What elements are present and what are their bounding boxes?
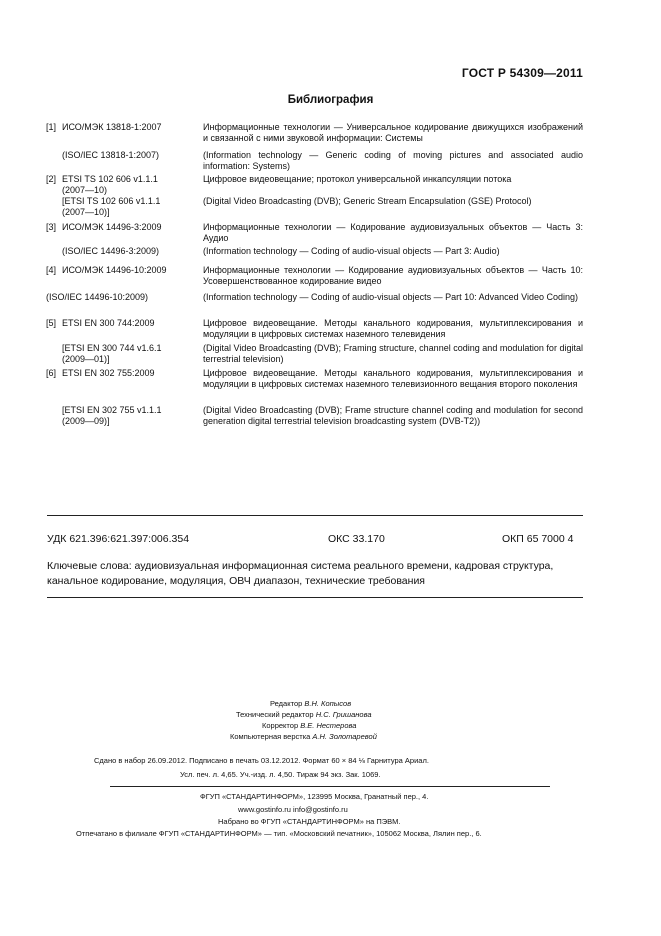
keywords: Ключевые слова: аудиовизуальная информационная система реального времени, кадровая структура, канальное кодирование, модуляция, ОВЧ диапазон, технические требования — [47, 560, 554, 587]
entry-number: [5] — [46, 318, 57, 328]
entry-description: Цифровое видеовещание. Методы канального кодирования, мультиплексирования и модуляции в цифровых системах наземного телевидения — [203, 318, 583, 339]
web-line: www.gostinfo.ru info@gostinfo.ru — [238, 805, 348, 814]
entry-reference: [ETSI EN 302 755 v1.1.1 — [62, 405, 162, 415]
bibliography-title: Библиография — [287, 94, 374, 106]
sheets-info-line: Усл. печ. л. 4,65. Уч.-изд. л. 4,50. Тираж 94 экз. Зак. 1069. — [180, 770, 381, 779]
imprint-divider — [110, 786, 550, 787]
layout-line: Компьютерная верстка А.Н. Золотаревой — [230, 732, 377, 741]
publisher-line: ФГУП «СТАНДАРТИНФОРМ», 123995 Москва, Гранатный пер., 4. — [200, 792, 429, 801]
entry-description: (Digital Video Broadcasting (DVB); Framing structure, channel coding and modulation for digital terrestrial television) — [203, 343, 583, 364]
entry-description: (Information technology — Coding of audio-visual objects — Part 10: Advanced Video Coding) — [203, 292, 579, 302]
entry-reference: (ISO/IEC 13818-1:2007) — [62, 150, 160, 160]
editor-line: Редактор В.Н. Копысов — [270, 699, 352, 708]
entry-description: Информационные технологии — Кодирование аудиовизуальных объектов — Часть 3: Аудио — [203, 222, 583, 243]
entry-reference: [ETSI TS 102 606 v1.1.1 — [62, 196, 161, 206]
corrector-line: Корректор В.Е. Нестерова — [262, 721, 357, 730]
entry-reference: ETSI EN 300 744:2009 — [62, 318, 155, 328]
entry-description: (Information technology — Generic coding of moving pictures and associated audio information: Systems) — [203, 150, 583, 171]
divider-bottom — [47, 597, 583, 598]
entry-description: (Digital Video Broadcasting (DVB); Frame structure channel coding and modulation for second generation digital terrestrial television broadcasting system (DVB-T2)) — [203, 405, 583, 426]
entry-description: Информационные технологии — Универсальное кодирование движущихся изображений и связанной с ними звуковой информации: Системы — [203, 122, 583, 143]
entry-description: (Information technology — Coding of audio-visual objects — Part 3: Audio) — [203, 246, 500, 256]
entry-reference: (ISO/IEC 14496-10:2009) — [46, 292, 149, 302]
entry-reference: ИСО/МЭК 14496-10:2009 — [62, 265, 167, 275]
entry-number: [6] — [46, 368, 57, 378]
entry-reference: (2009—09)] — [62, 416, 110, 426]
entry-number: [2] — [46, 174, 57, 184]
entry-description: Информационные технологии — Кодирование аудиовизуальных объектов — Часть 10: Усовершенствованное кодирование видео — [203, 265, 583, 286]
print-info-line: Сдано в набор 26.09.2012. Подписано в печать 03.12.2012. Формат 60 × 84 ⅛ Гарнитура Ариал. — [94, 756, 429, 765]
entry-reference: ИСО/МЭК 14496-3:2009 — [62, 222, 162, 232]
typeset-line: Набрано во ФГУП «СТАНДАРТИНФОРМ» на ПЭВМ. — [218, 817, 401, 826]
standard-number: ГОСТ Р 54309—2011 — [461, 66, 583, 80]
entry-reference: (2007—10)] — [62, 207, 110, 217]
printed-line: Отпечатано в филиале ФГУП «СТАНДАРТИНФОРМ» — тип. «Московский печатник», 105062 Москва, Лялин пер., 6. — [76, 829, 482, 838]
entry-description: (Digital Video Broadcasting (DVB); Generic Stream Encapsulation (GSE) Protocol) — [203, 196, 532, 206]
entry-number: [4] — [46, 265, 57, 275]
divider-top — [47, 515, 583, 516]
entry-description: Цифровое видеовещание. Методы канального кодирования, мультиплексирования и модуляции в цифровых системах наземного телевизионного вещания второго поколения — [203, 368, 583, 389]
entry-reference: ETSI EN 302 755:2009 — [62, 368, 155, 378]
udk-code: УДК 621.396:621.397:006.354 — [47, 533, 190, 545]
entry-reference: [ETSI EN 300 744 v1.6.1 — [62, 343, 162, 353]
entry-reference: ETSI TS 102 606 v1.1.1 — [62, 174, 158, 184]
entry-reference: ИСО/МЭК 13818-1:2007 — [62, 122, 162, 132]
oks-code: ОКС 33.170 — [328, 533, 385, 545]
entry-description: Цифровое видеовещание; протокол универсальной инкапсуляции потока — [203, 174, 512, 184]
okp-code: ОКП 65 7000 4 — [502, 533, 574, 545]
entry-number: [3] — [46, 222, 57, 232]
entry-reference: (ISO/IEC 14496-3:2009) — [62, 246, 160, 256]
entry-number: [1] — [46, 122, 57, 132]
tech-editor-line: Технический редактор Н.С. Гришанова — [236, 710, 372, 719]
entry-reference: (2009—01)] — [62, 354, 110, 364]
entry-reference: (2007—10) — [62, 185, 108, 195]
